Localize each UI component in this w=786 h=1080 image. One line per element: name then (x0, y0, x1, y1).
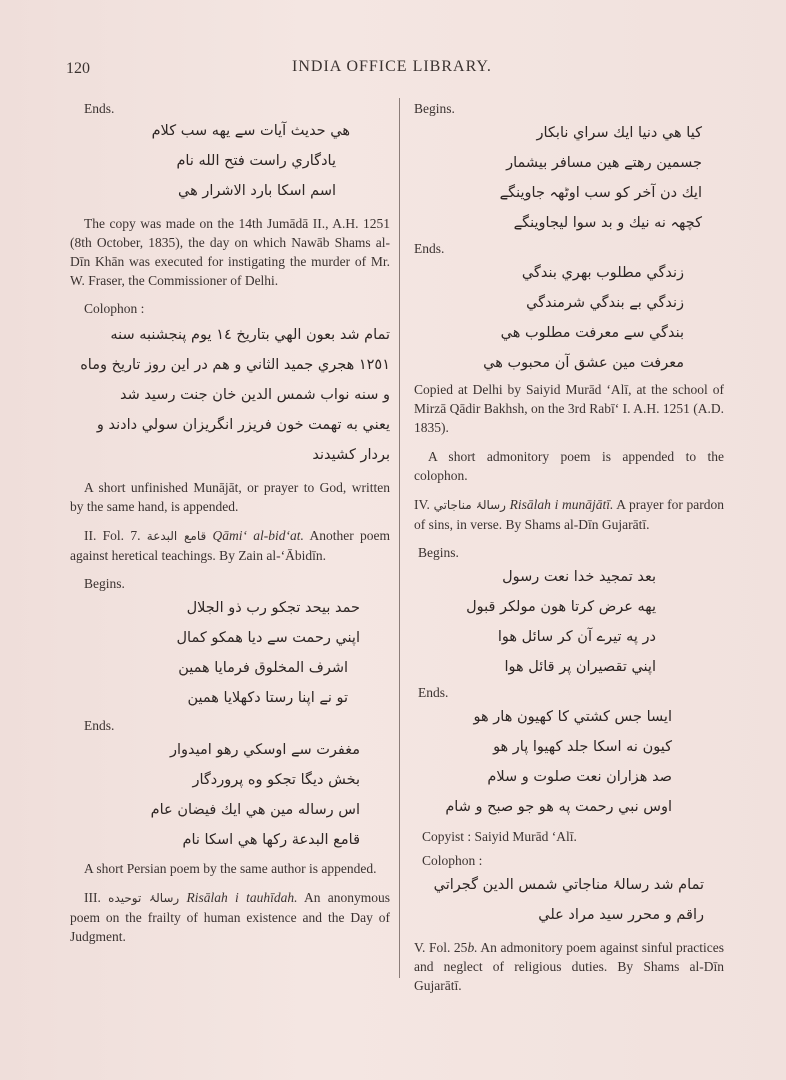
urdu-line: يهه عرض كرتا هون مولكر قبول (466, 599, 656, 615)
item-2-title: Qāmi‘ al-bid‘at. (212, 528, 304, 543)
urdu-line: كيون نه اسكا جلد كهيوا پار هو (493, 739, 672, 755)
munajat-paragraph: A short unfinished Munājāt, or prayer to God, written by the same hand, is appended. (70, 480, 390, 514)
item-4-title: Risālah i munājātī. (509, 497, 614, 512)
item-3-urdu-title: رسالۂ توحيده (108, 891, 180, 905)
urdu-line: هي حديث آيات سے يهه سب كلام (151, 123, 350, 139)
item-5-heading (414, 938, 724, 995)
item-2-prefix: II. Fol. 7. (84, 528, 141, 543)
urdu-line: زندگي بے بندگي شرمندگي (526, 295, 684, 311)
copy-note-paragraph: The copy was made on the 14th Jumādā II., A.H. 1251 (8th October, 1835), the day on which Nawāb Shams al-Dīn Khān was executed for instigating the murder of Mr. W. Fraser, the Commissioner of Delhi. (70, 216, 390, 288)
copied-at-paragraph: Copied at Delhi by Saiyid Murād ‘Alī, at the school of Mirzā Qādir Bakhsh, on the 3rd Rabī‘ I. A.H. 1251 (A.D. 1835). (414, 382, 724, 435)
left-column (70, 98, 390, 956)
urdu-line: جسمين رهتے هين مسافر بيشمار (506, 155, 702, 171)
urdu-verse-block (414, 562, 724, 682)
begins-label: Begins. (418, 545, 459, 560)
urdu-line: صد هزاران نعت صلوت و سلام (487, 769, 672, 785)
right-column (414, 98, 724, 1005)
item-4-heading (414, 495, 724, 534)
urdu-line: اشرف المخلوق فرمايا همين (178, 660, 348, 676)
urdu-line: و سنه نواب شمس الدين خان جنت رسيد شد (119, 387, 390, 403)
urdu-line: ايسا جس كشتي كا كهيون هار هو (473, 709, 672, 725)
urdu-colophon-block (70, 320, 390, 470)
urdu-line: بخش ديگا تجكو وه پروردگار (192, 772, 360, 788)
urdu-verse-block (414, 702, 724, 822)
urdu-line: معرفت مين عشق آن محبوب هي (483, 355, 684, 371)
item-2-urdu-title: قامع البدعة (146, 529, 207, 543)
urdu-line: بندگي سے معرفت مطلوب هي (500, 325, 684, 341)
urdu-line: اپني تقصيران پر قائل هوا (504, 659, 656, 675)
ends-label: Ends. (414, 241, 445, 256)
page-header (66, 58, 726, 82)
urdu-colophon-block (414, 870, 724, 930)
ends-label: Ends. (84, 718, 115, 733)
urdu-line: يادگاري راست فتح الله نام (176, 153, 336, 169)
item-5-folio-side: b. (467, 940, 478, 955)
item-4-urdu-title: رسالۂ مناجاتي (433, 498, 506, 512)
urdu-line: زندگي مطلوب بهري بندگي (521, 265, 684, 281)
urdu-verse-block (70, 735, 390, 855)
urdu-line: قامع البدعة ركها هي اسكا نام (182, 832, 360, 848)
item-4-description: A prayer for pardon of sins, in verse. By Shams al-Dīn Gujarātī. (414, 497, 724, 532)
item-2-heading (70, 526, 390, 565)
begins-label: Begins. (84, 576, 125, 591)
urdu-verse-block (414, 258, 724, 378)
item-3-description: An anonymous poem on the frailty of human existence and the Day of Judgment. (70, 890, 391, 944)
urdu-line: اس رساله مين هي ايك فيضان عام (150, 802, 360, 818)
item-2-description: Another poem against heretical teachings. By Zain al-‘Ābidīn. (70, 528, 391, 563)
urdu-line: بردار كشيدند (312, 447, 390, 463)
urdu-line: كيا هي دنيا ايك سراي نابكار (536, 125, 702, 141)
running-head: INDIA OFFICE LIBRARY. (292, 58, 492, 75)
item-3-title: Risālah i tauhīdah. (186, 890, 298, 905)
urdu-line: تمام شد رسالۂ مناجاتي شمس الدين گجراتي (433, 877, 704, 893)
urdu-line: اوس نبي رحمت په هو جو صبح و شام (445, 799, 672, 815)
item-3-prefix: III. (84, 890, 101, 905)
item-4-prefix: IV. (414, 497, 430, 512)
urdu-line: اسم اسكا بارد الاشرار هي (178, 183, 336, 199)
begins-label: Begins. (414, 101, 455, 116)
ends-label: Ends. (84, 101, 115, 116)
urdu-verse-block (70, 593, 390, 713)
urdu-verse-block (414, 118, 724, 238)
item-5-description: An admonitory poem against sinful practices and neglect of religious duties. By Shams al-Dīn Gujarātī. (414, 940, 724, 993)
persian-poem-paragraph: A short Persian poem by the same author is appended. (84, 861, 377, 876)
urdu-line: ايك دن آخر كو سب اوٹهہ جاوينگے (499, 185, 702, 201)
urdu-line: تمام شد بعون الهي بتاريخ ١٤ يوم پنجشنبه سنه (110, 327, 390, 343)
urdu-line: تو نے اپنا رستا دكهلايا همين (187, 690, 348, 706)
urdu-line: در په تيرے آن كر سائل هوا (497, 629, 656, 645)
urdu-line: اپني رحمت سے ديا همكو كمال (176, 630, 360, 646)
colophon-label: Colophon : (422, 853, 483, 868)
urdu-line: راقم و محرر سيد مراد علي (538, 907, 704, 923)
urdu-verse-block (70, 116, 390, 206)
urdu-line: مغفرت سے اوسكي رهو اميدوار (169, 742, 360, 758)
urdu-line: يعني به تهمت خون فريزر انگريزان سولي دادند و (96, 417, 390, 433)
colophon-label: Colophon : (84, 301, 145, 316)
admonitory-paragraph: A short admonitory poem is appended to the colophon. (414, 449, 724, 483)
urdu-line: كچهہ نه نيك و بد سوا ليجاوينگے (513, 215, 702, 231)
copyist-line: Copyist : Saiyid Murād ‘Alī. (422, 829, 577, 844)
urdu-line: بعد تمجيد خدا نعت رسول (502, 569, 656, 585)
column-divider (399, 98, 400, 978)
item-3-heading (70, 888, 390, 946)
page-number: 120 (66, 60, 90, 77)
urdu-line: حمد بيحد تجكو رب ذو الجلال (186, 600, 360, 616)
urdu-line: ١٢٥١ هجري جميد الثاني و هم در اين روز تاريخ وماه (80, 357, 390, 373)
item-5-prefix: V. Fol. 25 (414, 940, 468, 955)
ends-label: Ends. (418, 685, 449, 700)
